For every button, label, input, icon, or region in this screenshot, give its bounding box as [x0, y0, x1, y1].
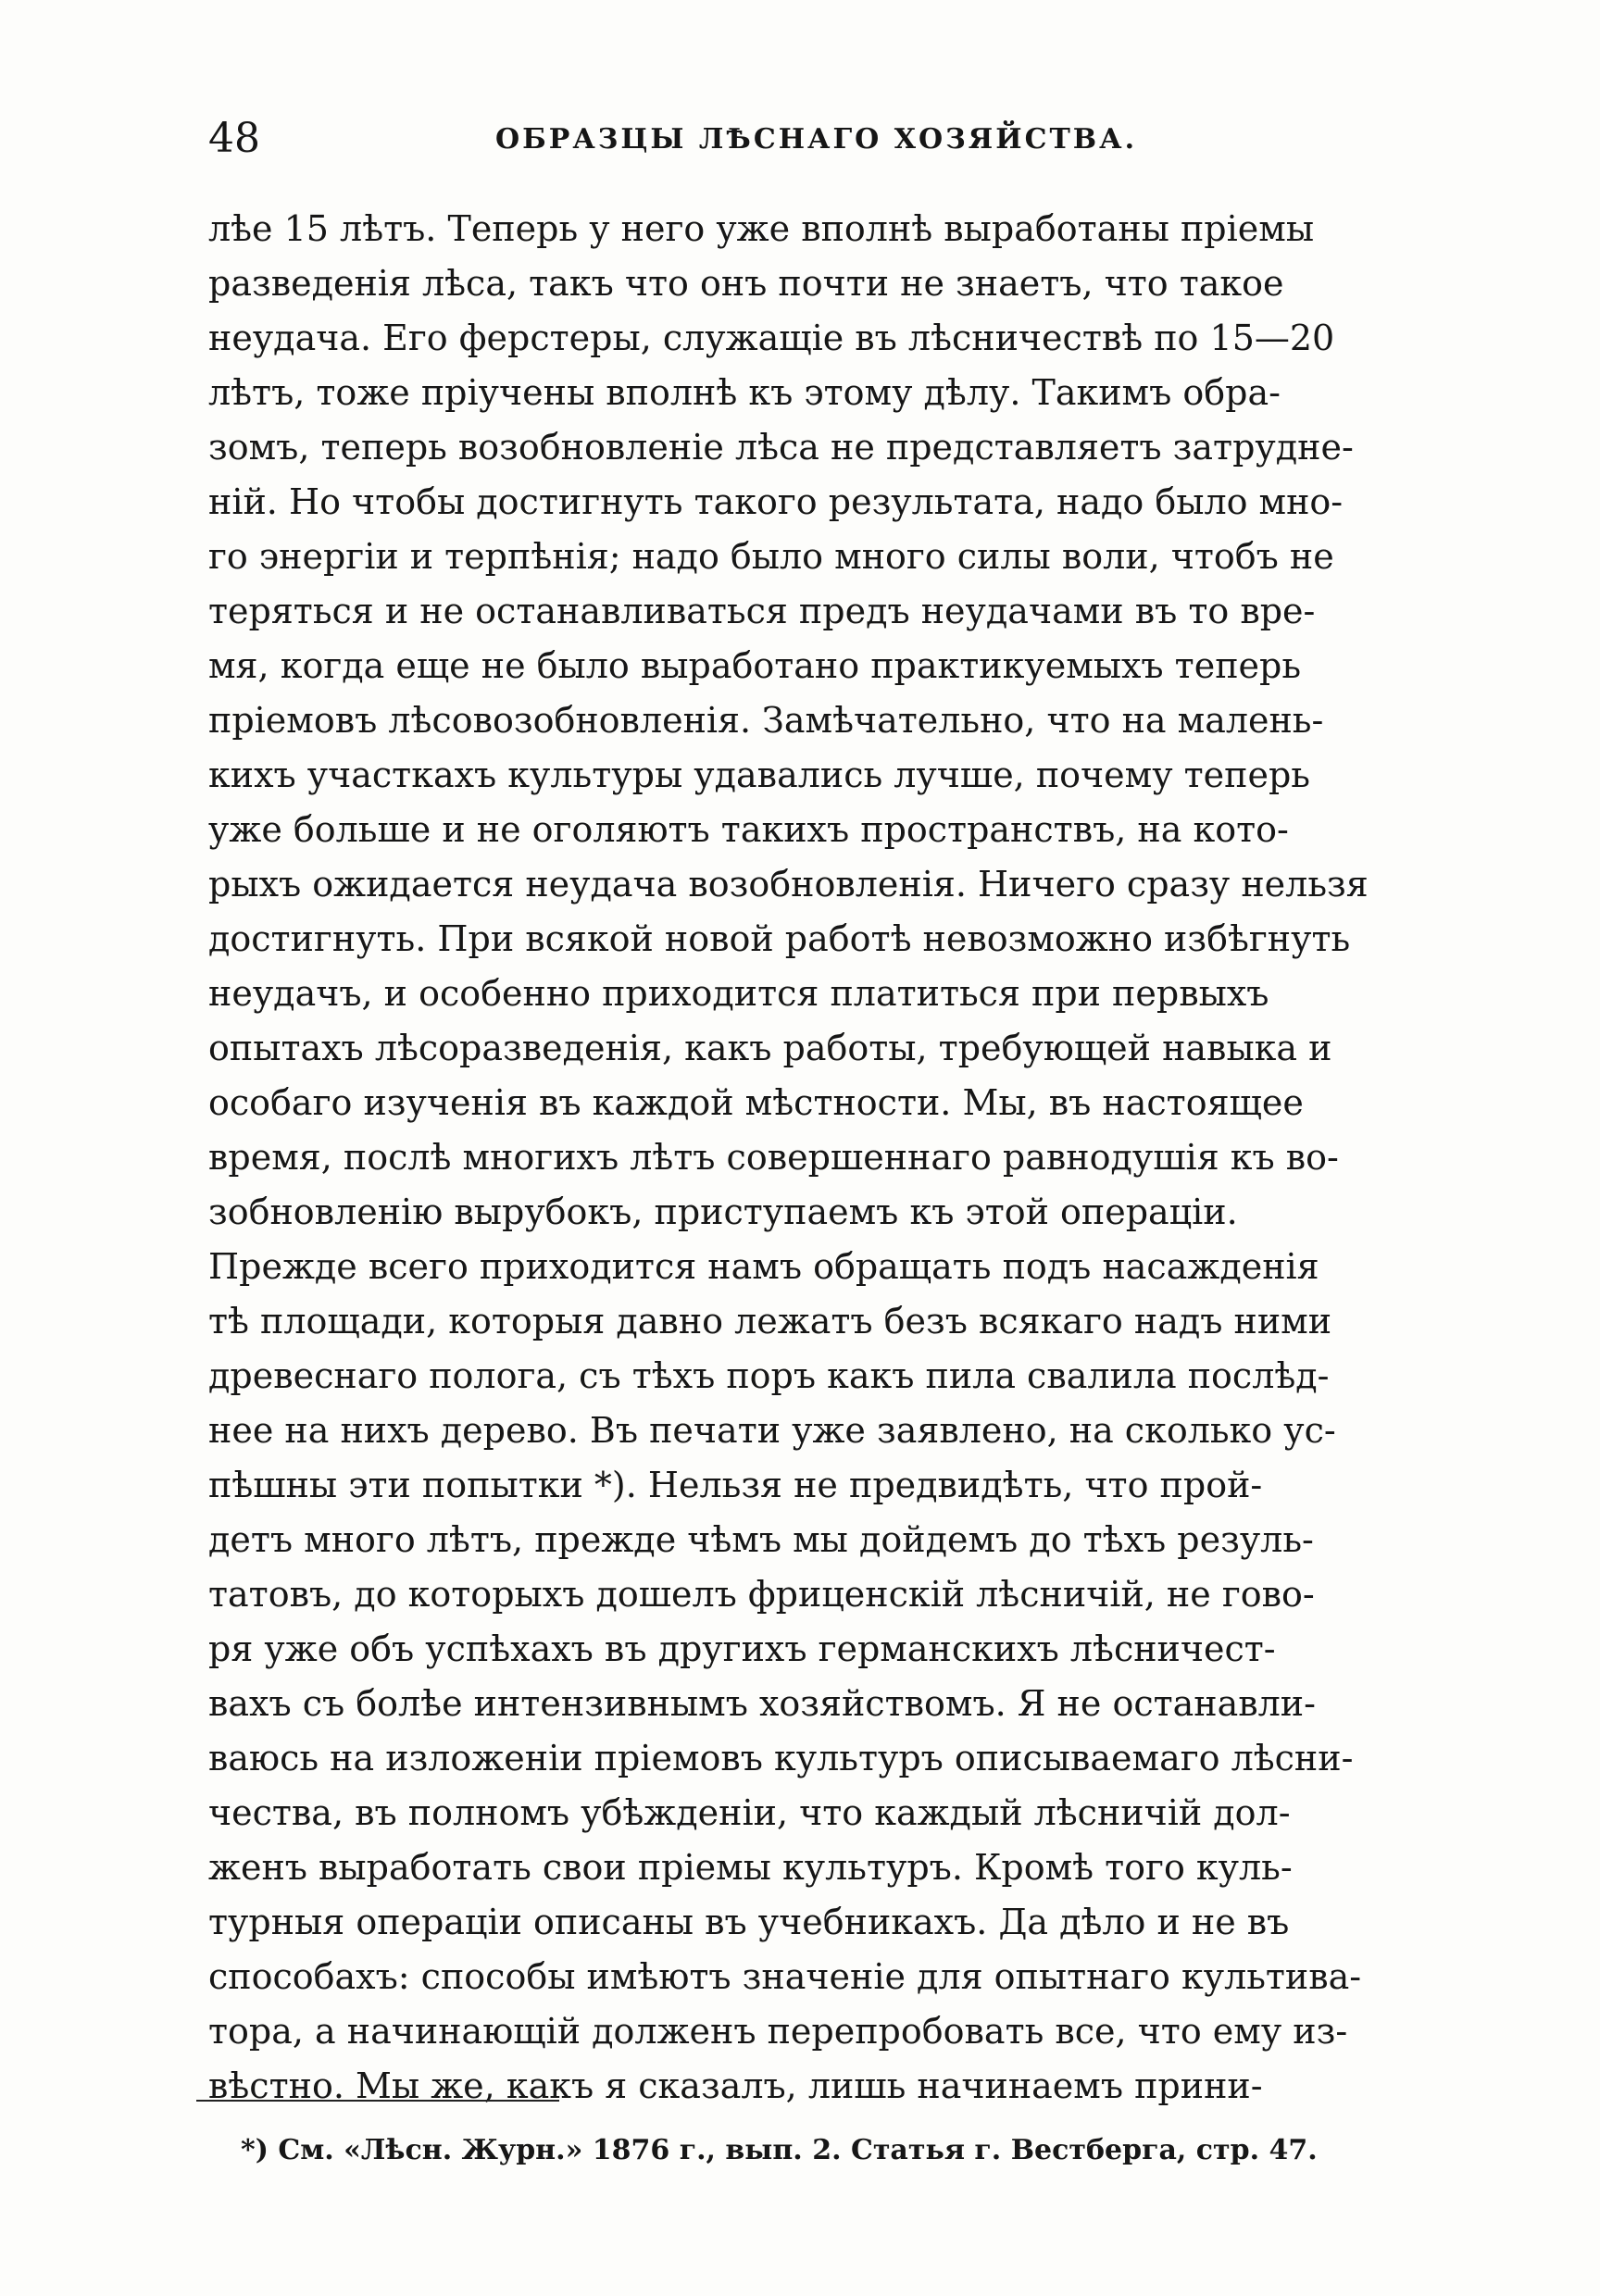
- text-line: способахъ: способы имѣютъ значеніе для опытнаго культива-: [208, 1956, 1362, 1997]
- text-line: вѣстно. Мы же, какъ я сказалъ, лишь начинаемъ прини-: [208, 2065, 1263, 2106]
- text-line: детъ много лѣтъ, прежде чѣмъ мы дойдемъ до тѣхъ резуль-: [208, 1519, 1314, 1560]
- page-number: 48: [208, 115, 260, 162]
- text-line: разведенія лѣса, такъ что онъ почти не знаетъ, что такое: [208, 263, 1284, 304]
- text-line: тѣ площади, которыя давно лежатъ безъ всякаго надъ ними: [208, 1301, 1332, 1341]
- text-line: достигнуть. При всякой новой работѣ невозможно избѣгнуть: [208, 918, 1351, 959]
- page-header: [208, 111, 1384, 167]
- text-line: неудачъ, и особенно приходится платиться при первыхъ: [208, 973, 1269, 1014]
- text-line: кихъ участкахъ культуры удавались лучше, почему теперь: [208, 755, 1310, 795]
- text-line: опытахъ лѣсоразведенія, какъ работы, требующей навыка и: [208, 1028, 1332, 1068]
- text-line: неудача. Его ферстеры, служащіе въ лѣсничествѣ по 15—20: [208, 318, 1335, 358]
- text-line: ря уже объ успѣхахъ въ другихъ германскихъ лѣсничест-: [208, 1628, 1276, 1669]
- text-line: ваюсь на изложеніи пріемовъ культуръ описываемаго лѣсни-: [208, 1738, 1354, 1778]
- text-line: турныя операціи описаны въ учебникахъ. Да дѣло и не въ: [208, 1902, 1290, 1942]
- text-line: уже больше и не оголяютъ такихъ пространствъ, на кото-: [208, 809, 1289, 850]
- text-line: ній. Но чтобы достигнуть такого результата, надо было мно-: [208, 481, 1344, 522]
- text-line: чества, въ полномъ убѣжденіи, что каждый лѣсничій дол-: [208, 1792, 1291, 1833]
- text-line: нее на нихъ дерево. Въ печати уже заявлено, на сколько ус-: [208, 1410, 1336, 1451]
- footnote-rule: [196, 2100, 559, 2102]
- text-line: женъ выработать свои пріемы культуръ. Кромѣ того куль-: [208, 1847, 1293, 1888]
- text-line: вахъ съ болѣе интензивнымъ хозяйствомъ. Я не останавли-: [208, 1683, 1316, 1724]
- text-line: татовъ, до которыхъ дошелъ фриценскій лѣсничій, не гово-: [208, 1574, 1315, 1615]
- body-text: [208, 202, 1384, 2114]
- text-line: лѣе 15 лѣтъ. Теперь у него уже вполнѣ выработаны пріемы: [208, 208, 1315, 249]
- text-line: лѣтъ, тоже пріучены вполнѣ къ этому дѣлу. Такимъ обра-: [208, 372, 1281, 413]
- text-line: тора, а начинающій долженъ перепробовать все, что ему из-: [208, 2011, 1348, 2052]
- text-line: рыхъ ожидается неудача возобновленія. Ничего сразу нельзя: [208, 864, 1369, 905]
- text-line: время, послѣ многихъ лѣтъ совершеннаго равнодушія къ во-: [208, 1137, 1339, 1178]
- text-line: теряться и не останавливаться предъ неудачами въ то вре-: [208, 591, 1316, 631]
- text-line: особаго изученія въ каждой мѣстности. Мы, въ настоящее: [208, 1082, 1304, 1123]
- text-line: зобновленію вырубокъ, приступаемъ къ этой операціи.: [208, 1192, 1238, 1232]
- text-line: древеснаго полога, съ тѣхъ поръ какъ пила свалила послѣд-: [208, 1355, 1330, 1396]
- text-line: Прежде всего приходится намъ обращать подъ насажденія: [208, 1246, 1319, 1287]
- text-line: пріемовъ лѣсовозобновленія. Замѣчательно, что на малень-: [208, 700, 1324, 741]
- footnote: *) См. «Лѣсн. Журн.» 1876 г., вып. 2. Статья г. Вестберга, стр. 47.: [241, 2134, 1318, 2166]
- running-title: ОБРАЗЦЫ ЛѢСНАГО ХОЗЯЙСТВА.: [495, 123, 1138, 156]
- text-line: го энергіи и терпѣнія; надо было много силы воли, чтобъ не: [208, 536, 1334, 577]
- text-line: пѣшны эти попытки *). Нельзя не предвидѣть, что прой-: [208, 1465, 1263, 1505]
- text-line: мя, когда еще не было выработано практикуемыхъ теперь: [208, 645, 1302, 686]
- text-line: зомъ, теперь возобновленіе лѣса не представляетъ затрудне-: [208, 427, 1354, 468]
